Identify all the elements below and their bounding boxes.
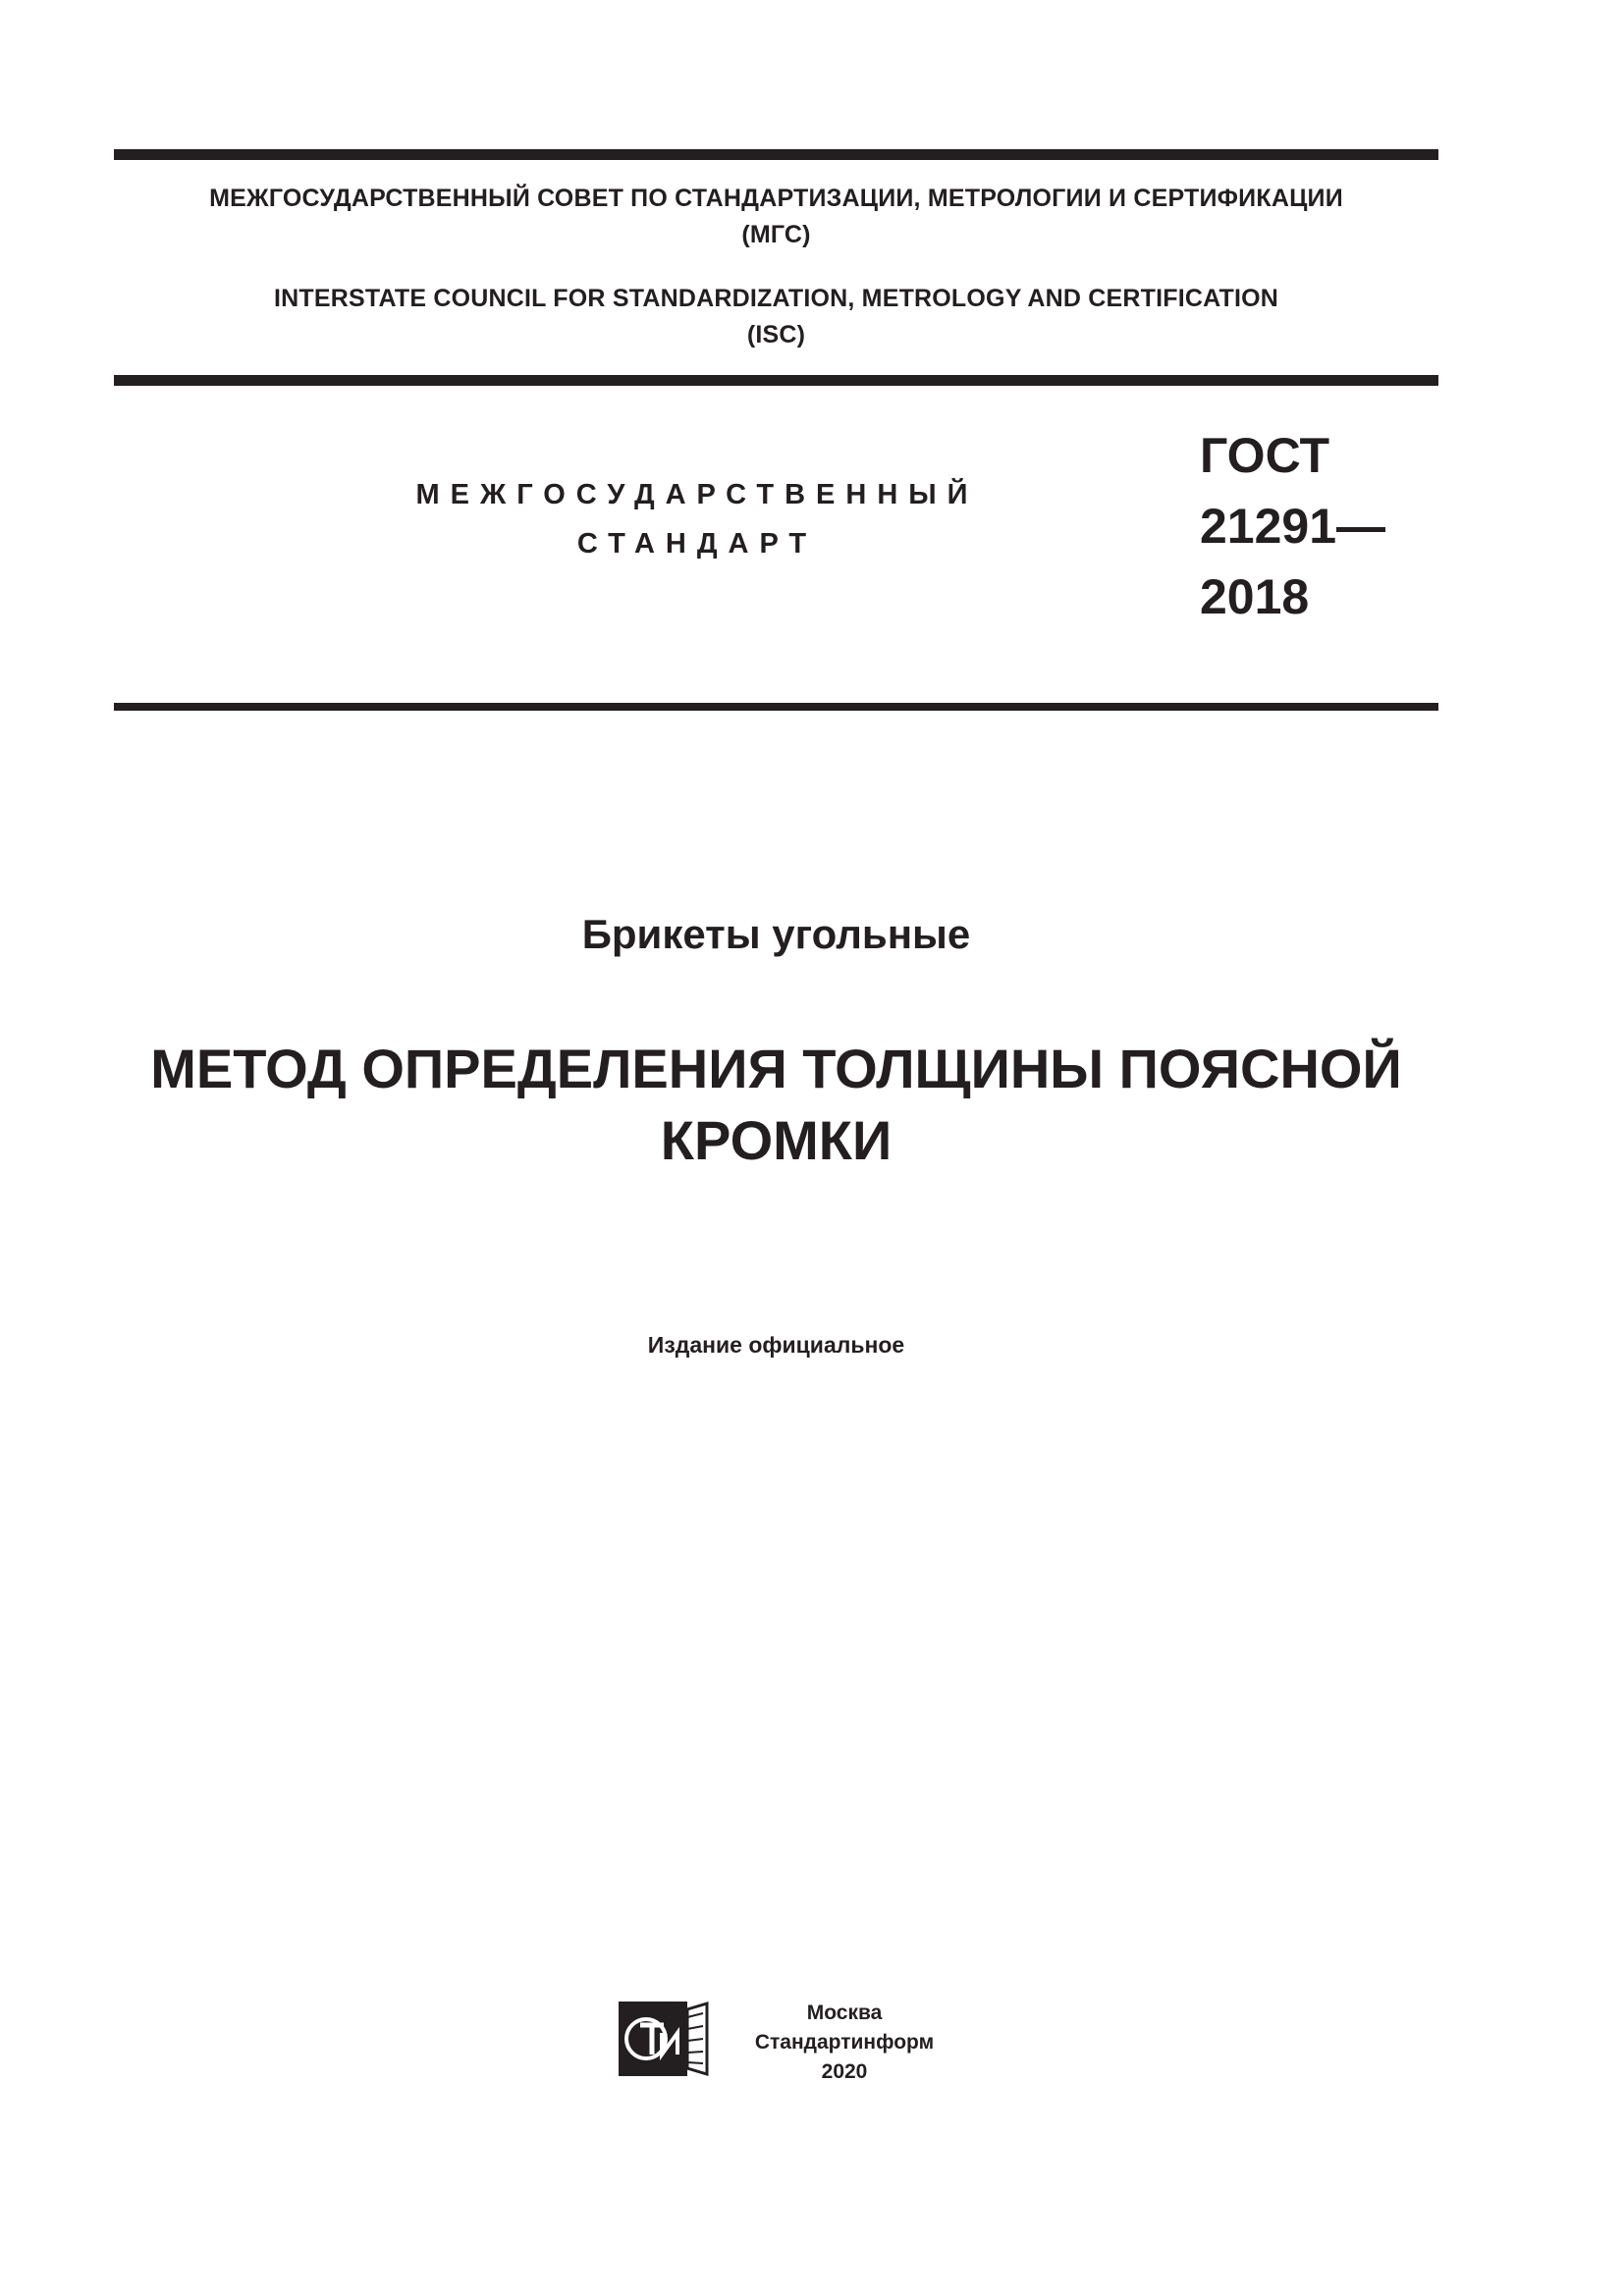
standartinform-logo-icon — [617, 2000, 709, 2078]
lower-rule — [114, 703, 1438, 711]
council-abbr-en: (ISC) — [746, 321, 806, 348]
product-title: Брикеты угольные — [581, 911, 971, 957]
method-title-line2: КРОМКИ — [660, 1109, 893, 1171]
standard-label-line1: МЕЖГОСУДАРСТВЕННЫЙ — [415, 479, 979, 510]
method-title — [114, 1033, 1438, 1176]
gost-prefix: ГОСТ — [1200, 428, 1329, 483]
gost-number: 21291— — [1200, 499, 1386, 554]
publisher-name: Стандартинформ — [754, 2031, 935, 2054]
edition-note: Издание официальное — [647, 1332, 905, 1358]
publisher-year: 2020 — [821, 2060, 868, 2083]
top-rule — [114, 149, 1438, 160]
council-abbr-ru: (МГС) — [741, 221, 811, 248]
gost-year: 2018 — [1200, 569, 1310, 624]
council-name-ru: МЕЖГОСУДАРСТВЕННЫЙ СОВЕТ ПО СТАНДАРТИЗАЦИИ, МЕТРОЛОГИИ И СЕРТИФИКАЦИИ — [209, 185, 1343, 212]
council-name-en: INTERSTATE COUNCIL FOR STANDARDIZATION, METROLOGY AND CERTIFICATION — [273, 285, 1279, 312]
gost-designation — [1200, 420, 1385, 632]
standard-label-line2: СТАНДАРТ — [576, 528, 818, 560]
publisher-info — [727, 1999, 962, 2087]
method-title-line1: МЕТОД ОПРЕДЕЛЕНИЯ ТОЛЩИНЫ ПОЯСНОЙ — [150, 1038, 1402, 1099]
publisher-city: Москва — [806, 2002, 883, 2024]
middle-rule — [114, 375, 1438, 386]
